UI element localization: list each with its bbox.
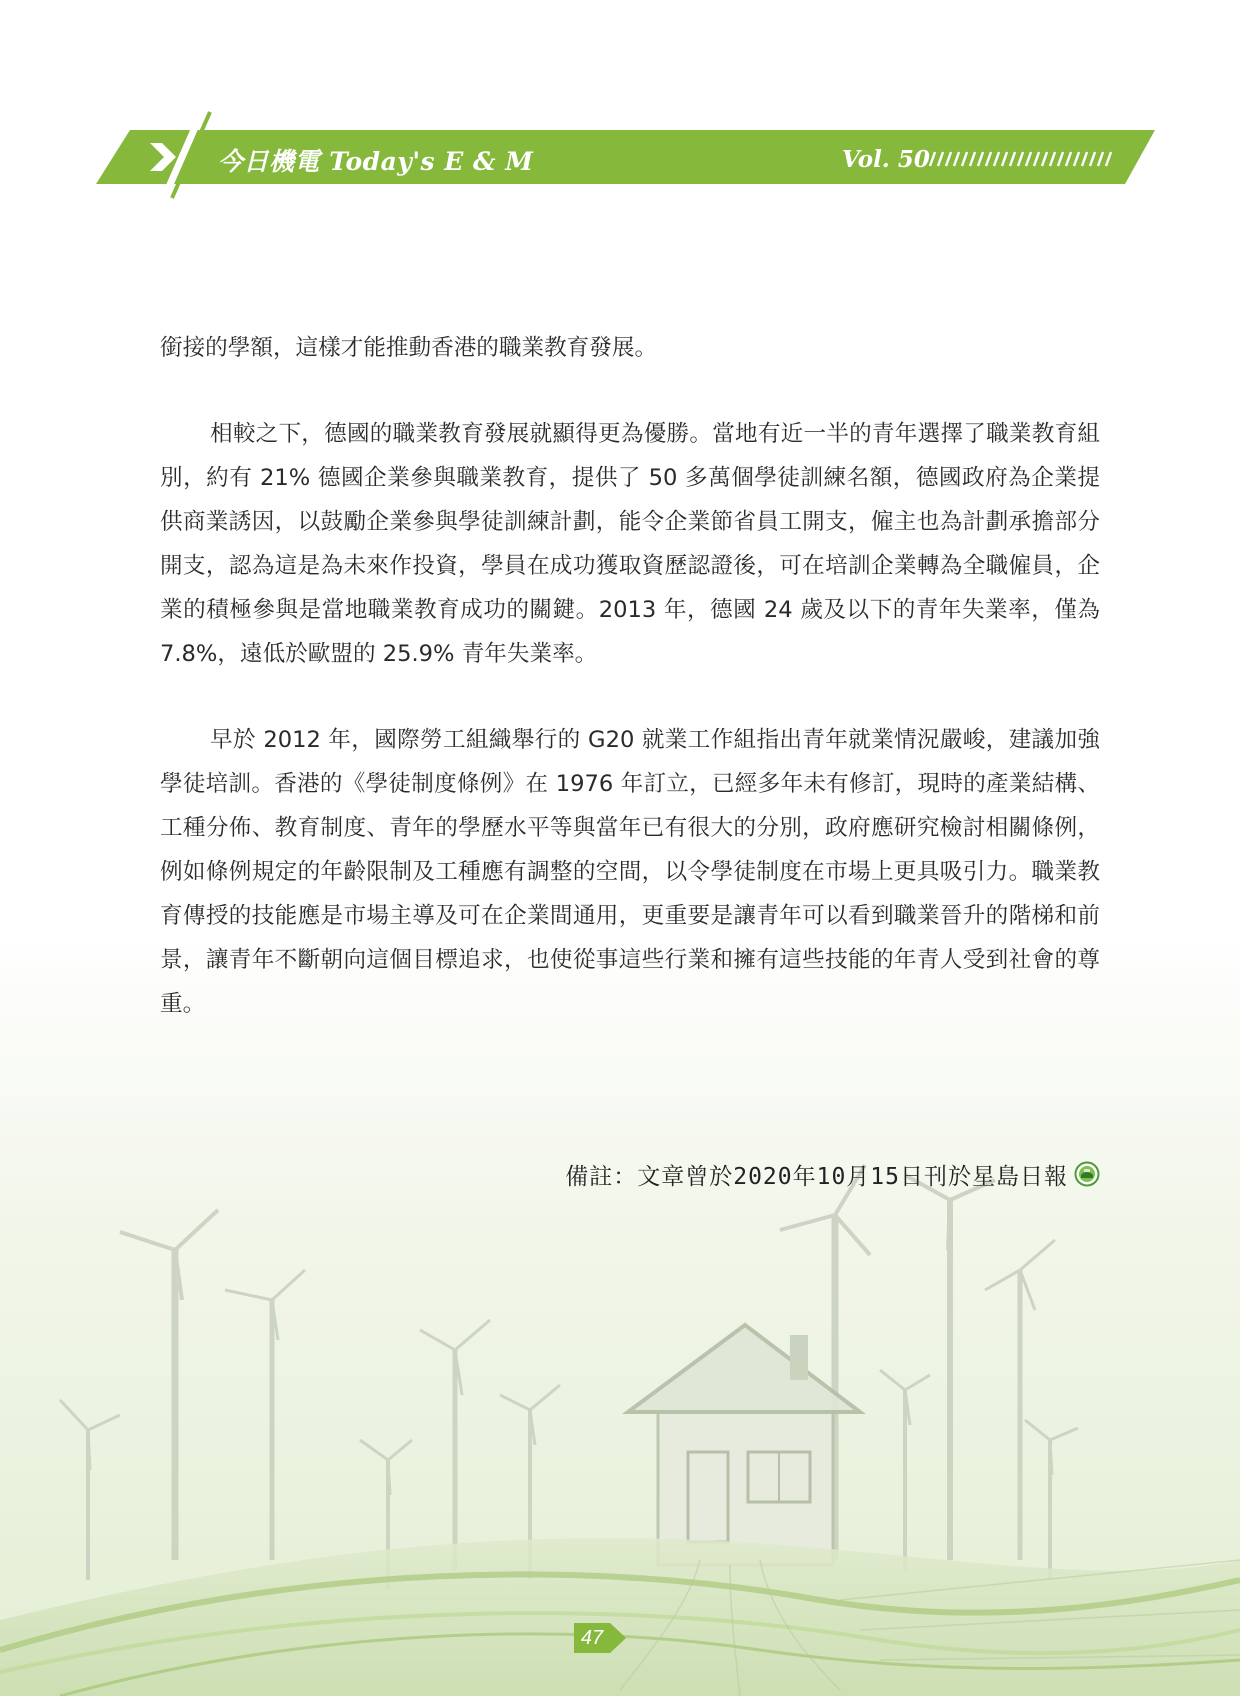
note-text: 備註：文章曾於2020年10月15日刊於星島日報	[565, 1163, 1068, 1190]
paragraph: 早於 2012 年，國際勞工組織舉行的 G20 就業工作組指出青年就業情況嚴峻，建議加強學徒培訓。香港的《學徒制度條例》在 1976 年訂立，已經多年未有修訂，現時的產業結構、工種分佈、教育制度、青年的學歷水平等與當年已有很大的分別，政府應研究檢討相關條例，例如條例規定的年齡限制及工種應有調整的空間，以令學徒制度在市場上更具吸引力。職業教育傳授的技能應是市場主導及可在企業間通用，更重要是讓青年可以看到職業晉升的階梯和前景，讓青年不斷朝向這個目標追求，也使從事這些行業和擁有這些技能的年青人受到社會的尊重。	[160, 727, 1100, 1017]
volume-label: Vol. 50	[842, 146, 930, 173]
paragraph: 相較之下，德國的職業教育發展就顯得更為優勝。當地有近一半的青年選擇了職業教育組別，約有 21% 德國企業參與職業教育，提供了 50 多萬個學徒訓練名額，德國政府為企業提供商業誘因，以鼓勵企業參與學徒訓練計劃，能令企業節省員工開支，僱主也為計劃承擔部分開支，認為這是為未來作投資，學員在成功獲取資歷認證後，可在培訓企業轉為全職僱員，企業的積極參與是當地職業教育成功的關鍵。2013 年，德國 24 歲及以下的青年失業率，僅為 7.8%，遠低於歐盟的 25.9% 青年失業率。	[160, 421, 1100, 667]
page-arrow-icon	[610, 1623, 626, 1653]
article-note	[500, 1154, 1100, 1194]
magazine-title: 今日機電 Today's E & M	[218, 147, 534, 176]
paragraph: 銜接的學額，這樣才能推動香港的職業教育發展。	[160, 335, 658, 361]
emblem-icon	[1074, 1161, 1100, 1187]
page-number: 47	[574, 1623, 610, 1653]
article-body	[160, 326, 1100, 1026]
header-banner	[0, 0, 1240, 210]
